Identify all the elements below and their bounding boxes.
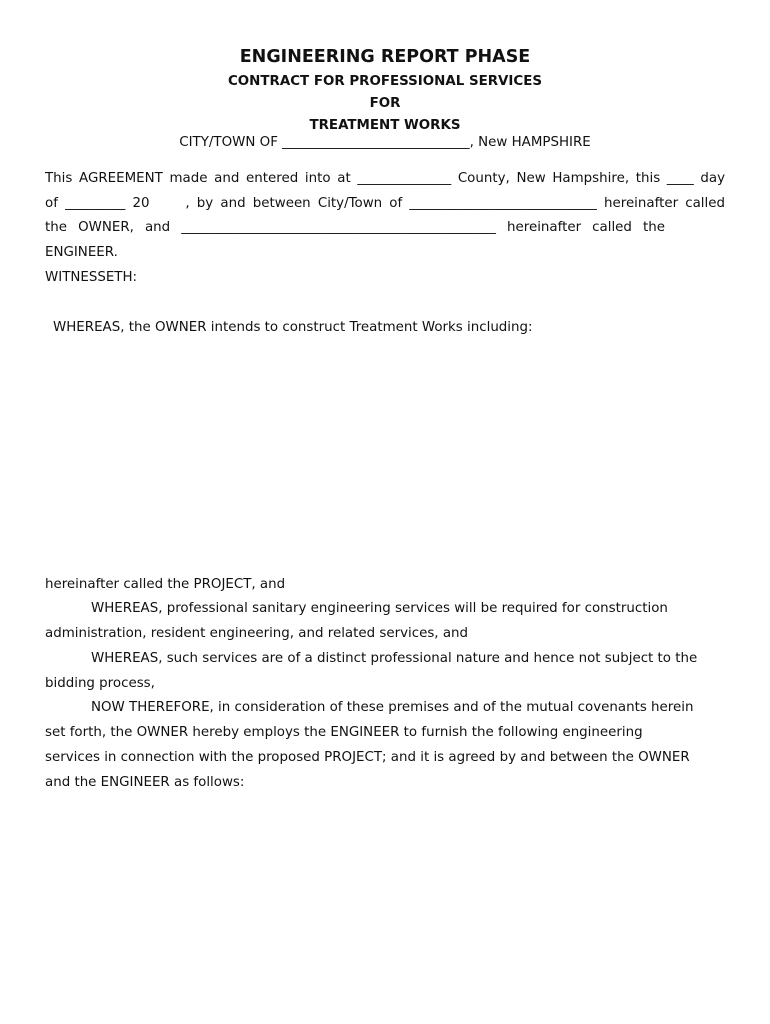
witnesseth-heading: WITNESSETH: [45, 270, 138, 285]
now-therefore-line-4: and the ENGINEER as follows: [45, 775, 245, 790]
whereas-nature-line-1: WHEREAS, such services are of a distinct professional nature and hence not subject to the [91, 651, 698, 666]
for-subtitle: FOR [369, 96, 401, 111]
whereas-services-line-1: WHEREAS, professional sanitary engineering services will be required for construction [91, 601, 668, 616]
whereas-services-line-2: administration, resident engineering, and related services, and [45, 626, 469, 641]
document-title: ENGINEERING REPORT PHASE [239, 47, 531, 67]
now-therefore-line-1: NOW THEREFORE, in consideration of these premises and of the mutual covenants herein [91, 700, 694, 715]
whereas-intro: WHEREAS, the OWNER intends to construct Treatment Works including: [53, 320, 533, 335]
treatment-works-subtitle: TREATMENT WORKS [309, 118, 461, 133]
now-therefore-line-2: set forth, the OWNER hereby employs the ENGINEER to furnish the following engineering [45, 725, 643, 740]
now-therefore-line-3: services in connection with the proposed PROJECT; and it is agreed by and between the OWNER [45, 750, 690, 765]
agreement-line-4: ENGINEER. [45, 245, 118, 260]
agreement-line-2: of _________ 20 , by and between City/Town of ____________________________ hereinafter called [45, 196, 725, 211]
whereas-nature-line-2: bidding process, [45, 676, 155, 691]
agreement-line-3: the OWNER, and _______________________________________________ hereinafter called the [45, 220, 665, 235]
city-town-line: CITY/TOWN OF ____________________________, New HAMPSHIRE [179, 135, 591, 150]
project-line: hereinafter called the PROJECT, and [45, 577, 286, 592]
agreement-line-1: This AGREEMENT made and entered into at ______________ County, New Hampshire, this ____ day [45, 171, 725, 186]
contract-subtitle: CONTRACT FOR PROFESSIONAL SERVICES [227, 74, 543, 89]
